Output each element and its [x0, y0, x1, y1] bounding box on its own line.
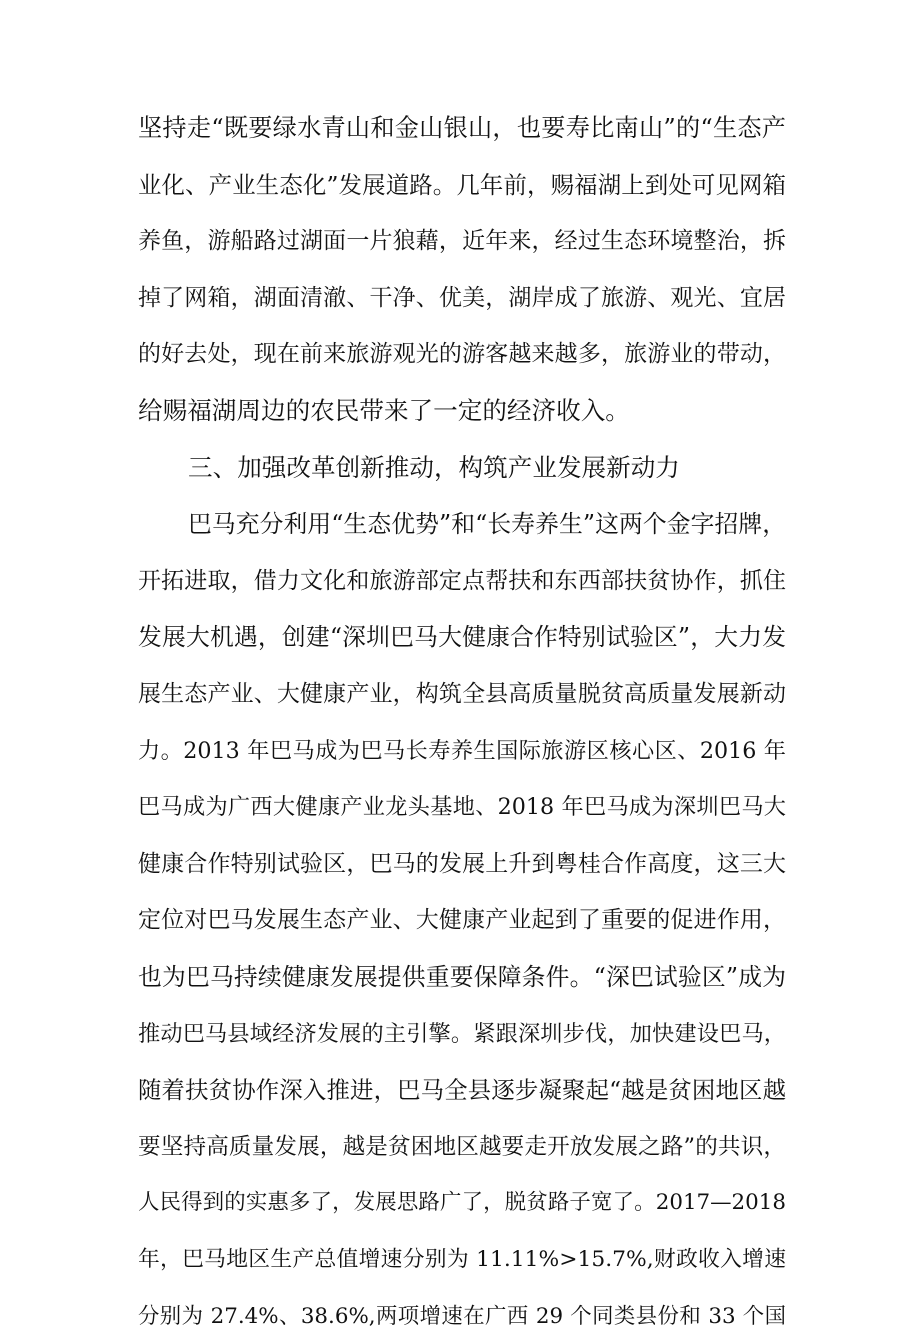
text-line: 也为巴马持续健康发展提供重要保障条件。“深巴试验区”成为	[138, 963, 786, 991]
text-line: 养鱼，游船路过湖面一片狼藉，近年来，经过生态环境整治，拆	[138, 228, 786, 255]
text-line: 推动巴马县域经济发展的主引擎。紧跟深圳步伐，加快建设巴马，	[138, 1020, 786, 1047]
section-heading: 三、加强改革创新推动，构筑产业发展新动力	[188, 452, 680, 482]
text-line: 力。2013 年巴马成为巴马长寿养生国际旅游区核心区、2016 年	[138, 737, 786, 764]
text-line: 给赐福湖周边的农民带来了一定的经济收入。	[138, 396, 630, 425]
text-line: 展生态产业、大健康产业，构筑全县高质量脱贫高质量发展新动	[138, 681, 786, 707]
text-line: 人民得到的实惠多了，发展思路广了，脱贫路子宽了。2017—2018	[138, 1190, 786, 1216]
text-line: 随着扶贫协作深入推进，巴马全县逐步凝聚起“越是贫困地区越	[138, 1076, 786, 1105]
text-line: 发展大机遇，创建“深圳巴马大健康合作特别试验区”，大力发	[138, 623, 786, 652]
text-line: 定位对巴马发展生态产业、大健康产业起到了重要的促进作用，	[138, 907, 786, 934]
text-line: 开拓进取，借力文化和旅游部定点帮扶和东西部扶贫协作，抓住	[138, 567, 786, 594]
text-line: 年，巴马地区生产总值增速分别为 11.11%>15.7%,财政收入增速	[138, 1247, 786, 1272]
text-line: 巴马成为广西大健康产业龙头基地、2018 年巴马成为深圳巴马大	[138, 794, 786, 821]
text-line: 的好去处，现在前来旅游观光的游客越来越多，旅游业的带动，	[138, 341, 786, 368]
text-line: 巴马充分利用“生态优势”和“长寿养生”这两个金字招牌，	[188, 510, 786, 539]
text-line: 掉了网箱，湖面清澈、干净、优美，湖岸成了旅游、观光、宜居	[138, 284, 786, 311]
text-line: 要坚持高质量发展，越是贫困地区越要走开放发展之路”的共识，	[138, 1133, 786, 1160]
text-line: 健康合作特别试验区，巴马的发展上升到粤桂合作高度，这三大	[138, 850, 786, 877]
text-line: 业化、产业生态化”发展道路。几年前，赐福湖上到处可见网箱	[138, 170, 786, 199]
text-line: 分别为 27.4%、38.6%,两项增速在广西 29 个同类县份和 33 个国	[138, 1303, 786, 1329]
text-line: 坚持走“既要绿水青山和金山银山，也要寿比南山”的“生态产	[138, 114, 786, 142]
